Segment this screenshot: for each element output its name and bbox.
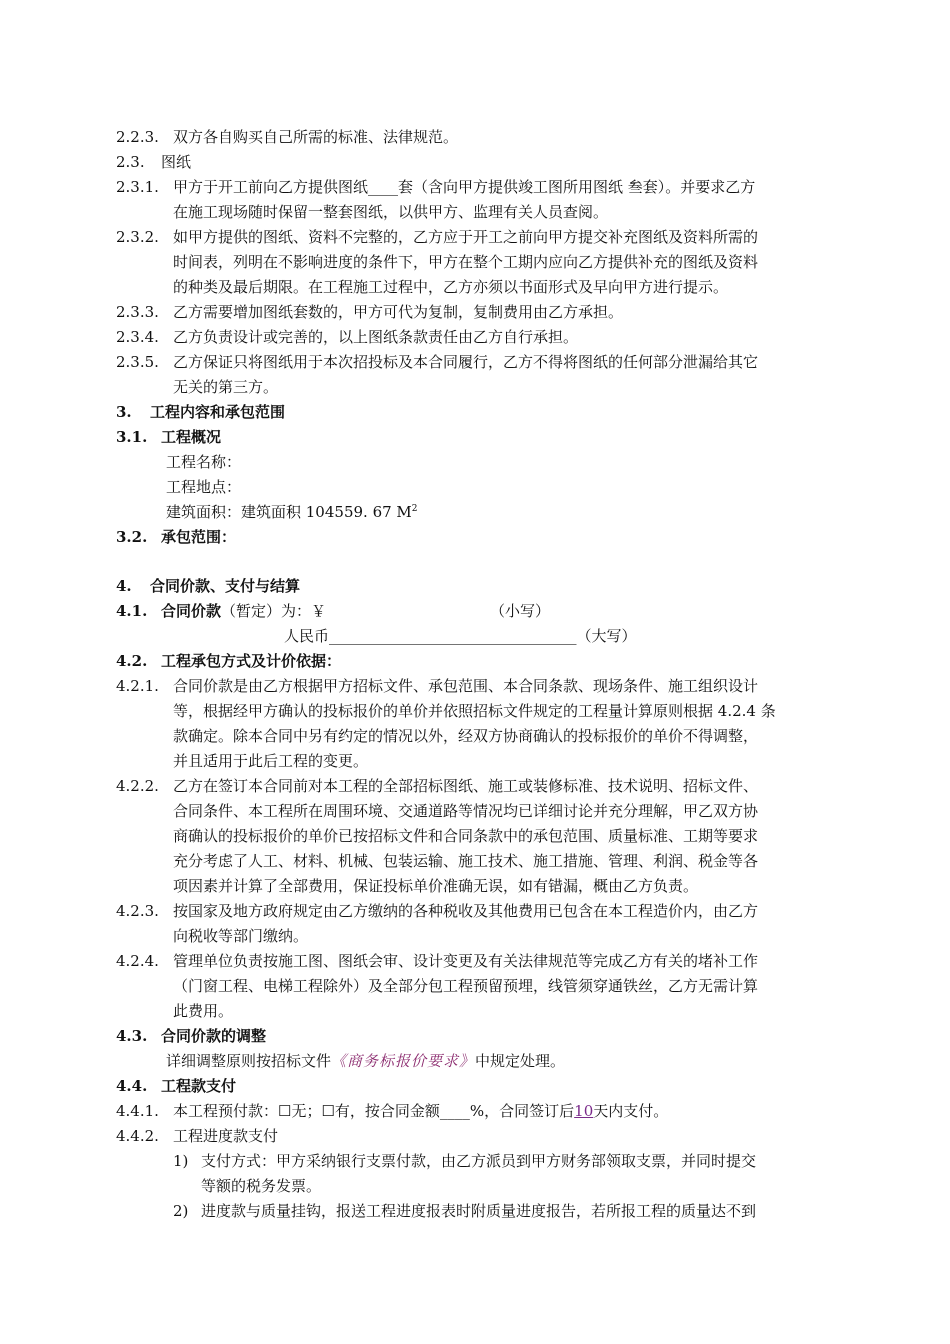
clause-text: 按国家及地方政府规定由乙方缴纳的各种税收及其他费用已包含在本工程造价内，由乙方: [173, 902, 759, 920]
clause-text-cont: 款确定。除本合同中另有约定的情况以外，经双方协商确认的投标报价的单价不得调整，: [173, 727, 759, 745]
section-number: 4.3.: [116, 1027, 148, 1045]
clause-text: 管理单位负责按施工图、图纸会审、设计变更及有关法律规范等完成乙方有关的堵补工作: [173, 952, 759, 970]
section-number: 4.4.: [116, 1077, 148, 1095]
clause-text: 双方各自购买自己所需的标准、法律规范。: [173, 128, 459, 146]
building-area: 建筑面积：建筑面积 104559. 67 $M^2$: [166, 503, 418, 521]
project-location-label: 工程地点：: [166, 478, 242, 496]
contract-price-prefix: （暂定）为：￥: [221, 602, 327, 620]
chapter-title: 工程内容和承包范围: [150, 403, 286, 421]
clause-number: 4.2.4.: [116, 952, 159, 970]
clause-number: 4.2.3.: [116, 902, 159, 920]
clause-text-cont: 此费用。: [173, 1002, 234, 1020]
clause-text-cont: （门窗工程、电梯工程除外）及全部分包工程预留预埋，线管须穿通铁丝，乙方无需计算: [173, 977, 759, 995]
list-marker: 2): [173, 1202, 189, 1220]
list-item-text-cont: 等额的税务发票。: [201, 1177, 322, 1195]
clause-number: 2.3.4.: [116, 328, 159, 346]
clause-text: 乙方在签订本合同前对本工程的全部招标图纸、施工或装修标准、技术说明、招标文件、: [173, 777, 759, 795]
clause-text-cont: 的种类及最后期限。在工程施工过程中，乙方亦须以书面形式及早向甲方进行提示。: [173, 278, 729, 296]
lowercase-label: （小写）: [490, 602, 551, 620]
clause-number: 4.4.1.: [116, 1102, 159, 1120]
clause-text-cont: 并且适用于此后工程的变更。: [173, 752, 369, 770]
clause-text: 合同价款是由乙方根据甲方招标文件、承包范围、本合同条款、现场条件、施工组织设计: [173, 677, 759, 695]
business-bid-requirements-ref: 《商务标报价要求》: [331, 1052, 476, 1070]
chapter-number: 3.: [116, 403, 132, 421]
project-name-label: 工程名称：: [166, 453, 242, 471]
clause-text-cont: 充分考虑了人工、材料、机械、包装运输、施工技术、施工措施、管理、利润、税金等各: [173, 852, 759, 870]
clause-text-cont: 无关的第三方。: [173, 378, 279, 396]
advance-payment-line: 本工程预付款：☐无；☐有，按合同金额____%，合同签订后10天内支付。: [173, 1102, 669, 1120]
clause-number: 4.2.1.: [116, 677, 159, 695]
list-item-text: 支付方式：甲方采纳银行支票付款，由乙方派员到甲方财务部领取支票，并同时提交: [201, 1152, 757, 1170]
days-field: 10: [574, 1102, 594, 1120]
section-title: 合同价款的调整: [161, 1027, 267, 1045]
section-title: 工程概况: [161, 428, 222, 446]
clause-text-cont: 项因素并计算了全部费用，保证投标单价准确无误，如有错漏，概由乙方负责。: [173, 877, 699, 895]
clause-text: 甲方于开工前向乙方提供图纸____套（含向甲方提供竣工图所用图纸 叁套）。并要求乙方: [173, 178, 756, 196]
clause-text-cont: 向税收等部门缴纳。: [173, 927, 309, 945]
clause-number: 2.3.1.: [116, 178, 159, 196]
clause-number: 4.4.2.: [116, 1127, 159, 1145]
section-title: 图纸: [161, 153, 192, 171]
list-item-text: 进度款与质量挂钩，报送工程进度报表时附质量进度报告，若所报工程的质量达不到: [201, 1202, 757, 1220]
chapter-title: 合同价款、支付与结算: [150, 577, 301, 595]
clause-number: 2.3.2.: [116, 228, 159, 246]
chapter-number: 4.: [116, 577, 132, 595]
clause-text-cont: 在施工现场随时保留一整套图纸，以供甲方、监理有关人员查阅。: [173, 203, 609, 221]
clause-text: 乙方保证只将图纸用于本次招投标及本合同履行，乙方不得将图纸的任何部分泄漏给其它: [173, 353, 759, 371]
section-number: 4.2.: [116, 652, 148, 670]
clause-text-cont: 等，根据经甲方确认的投标报价的单价并依照招标文件规定的工程量计算原则根据 4.2.4 条: [173, 702, 776, 720]
clause-text: 工程进度款支付: [173, 1127, 279, 1145]
section-title: 合同价款: [161, 602, 222, 620]
clause-number: 4.2.2.: [116, 777, 159, 795]
clause-text-cont: 商确认的投标报价的单价已按招标文件和合同条款中的承包范围、质量标准、工期等要求: [173, 827, 759, 845]
clause-number: 2.3.5.: [116, 353, 159, 371]
section-number: 3.1.: [116, 428, 148, 446]
clause-text-cont: 合同条件、本工程所在周围环境、交通道路等情况均已详细讨论并充分理解，甲乙双方协: [173, 802, 759, 820]
list-marker: 1): [173, 1152, 189, 1170]
section-title: 工程款支付: [161, 1077, 237, 1095]
section-number: 3.2.: [116, 528, 148, 546]
clause-number: 2.3.3.: [116, 303, 159, 321]
price-adjustment-line: 详细调整原则按招标文件《商务标报价要求》中规定处理。: [166, 1052, 566, 1070]
clause-text-cont: 时间表，列明在不影响进度的条件下，甲方在整个工期内应向乙方提供补充的图纸及资料: [173, 253, 759, 271]
section-title: 承包范围：: [161, 528, 237, 546]
clause-text: 乙方需要增加图纸套数的，甲方可代为复制，复制费用由乙方承担。: [173, 303, 624, 321]
contract-price-line: [161, 599, 326, 623]
clause-text: 如甲方提供的图纸、资料不完整的，乙方应于开工之前向甲方提交补充图纸及资料所需的: [173, 228, 759, 246]
clause-number: 2.2.3.: [116, 128, 159, 146]
section-title: 工程承包方式及计价依据：: [161, 652, 342, 670]
clause-text: 乙方负责设计或完善的，以上图纸条款责任由乙方自行承担。: [173, 328, 579, 346]
rmb-uppercase-line: 人民币_________________________________（大写）: [284, 627, 637, 645]
section-number: 4.1.: [116, 602, 148, 620]
section-number: 2.3.: [116, 153, 145, 171]
